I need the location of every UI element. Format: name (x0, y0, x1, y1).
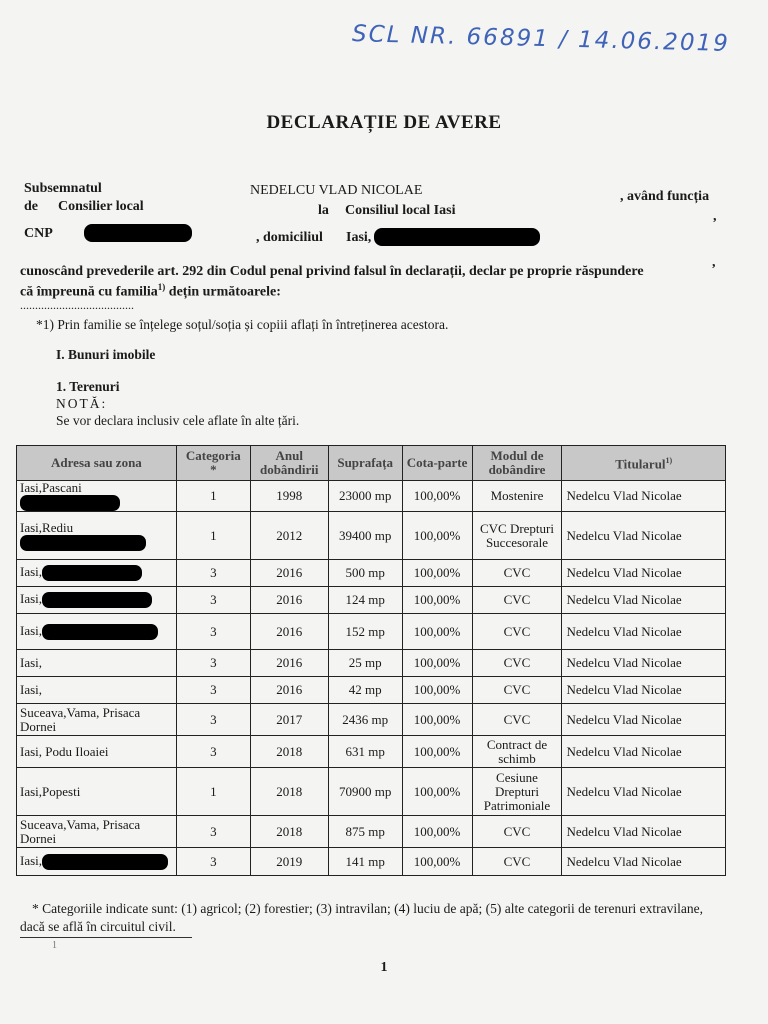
footnote-rule (20, 937, 192, 938)
cell-year: 2012 (250, 512, 328, 560)
cell-category: 3 (176, 587, 250, 614)
cell-share: 100,00% (402, 560, 472, 587)
cell-address: Suceava,Vama, Prisaca Dornei (17, 704, 177, 736)
cell-acquisition-mode: CVC (472, 704, 562, 736)
cell-address: Iasi,Popesti (17, 768, 177, 816)
de-label: de (24, 199, 38, 214)
cell-year: 2018 (250, 816, 328, 848)
cell-address: Suceava,Vama, Prisaca Dornei (17, 816, 177, 848)
cell-area: 25 mp (328, 650, 402, 677)
cell-category: 3 (176, 677, 250, 704)
cell-area: 500 mp (328, 560, 402, 587)
table-row (17, 704, 726, 736)
cell-year: 2016 (250, 677, 328, 704)
cell-area: 152 mp (328, 614, 402, 650)
cell-owner: Nedelcu Vlad Nicolae (562, 736, 726, 768)
cell-area: 39400 mp (328, 512, 402, 560)
nota-label: NOTĂ: (56, 396, 108, 411)
table-row (17, 816, 726, 848)
family-footnote: *1) Prin familie se înțelege soțul/soția și copiii aflați în întreținerea acestora. (36, 317, 449, 332)
cell-owner: Nedelcu Vlad Nicolae (562, 848, 726, 876)
declarant-name: NEDELCU VLAD NICOLAE (250, 183, 423, 198)
header-anul: Anul dobândirii (250, 446, 328, 481)
small-mark: 1 (52, 940, 57, 951)
cell-area: 124 mp (328, 587, 402, 614)
cell-acquisition-mode: CVC (472, 677, 562, 704)
address-redaction (42, 624, 158, 640)
function-value: Consilier local (58, 199, 144, 214)
comma-mark: , (713, 209, 717, 224)
cell-category: 1 (176, 768, 250, 816)
address-redaction (20, 535, 146, 551)
cell-area: 141 mp (328, 848, 402, 876)
cell-acquisition-mode: CVC (472, 650, 562, 677)
subsection-title: 1. Terenuri (56, 379, 120, 394)
cell-acquisition-mode: CVC (472, 560, 562, 587)
cell-owner: Nedelcu Vlad Nicolae (562, 704, 726, 736)
la-label: la (318, 203, 329, 218)
cell-owner: Nedelcu Vlad Nicolae (562, 650, 726, 677)
cell-category: 3 (176, 560, 250, 587)
cell-category: 3 (176, 816, 250, 848)
cell-owner: Nedelcu Vlad Nicolae (562, 560, 726, 587)
declaration-line-2: că împreună cu familia$^{1)}$ dețin următoarele: (20, 282, 281, 300)
cell-share: 100,00% (402, 587, 472, 614)
address-redaction (42, 854, 168, 870)
cell-year: 1998 (250, 481, 328, 512)
cell-category: 1 (176, 481, 250, 512)
cell-year: 2018 (250, 768, 328, 816)
cell-share: 100,00% (402, 650, 472, 677)
cell-category: 3 (176, 650, 250, 677)
domiciliul-label: , domiciliul (256, 230, 323, 245)
cell-address: Iasi, Podu Iloaiei (17, 736, 177, 768)
cell-acquisition-mode: Cesiune Drepturi Patrimoniale (472, 768, 562, 816)
cell-owner: Nedelcu Vlad Nicolae (562, 481, 726, 512)
header-titularul: Titularul$^{1)}$ (562, 446, 726, 481)
cell-address: Iasi, (17, 677, 177, 704)
table-row (17, 481, 726, 512)
cell-share: 100,00% (402, 512, 472, 560)
comma-mark: , (712, 255, 716, 270)
dotted-line: ...................................... (20, 298, 134, 312)
land-table (16, 445, 726, 876)
header-adresa: Adresa sau zona (17, 446, 177, 481)
cell-year: 2016 (250, 650, 328, 677)
cell-category: 3 (176, 704, 250, 736)
table-row (17, 736, 726, 768)
cell-year: 2019 (250, 848, 328, 876)
cell-owner: Nedelcu Vlad Nicolae (562, 816, 726, 848)
cell-share: 100,00% (402, 677, 472, 704)
cnp-label: CNP (24, 226, 53, 241)
cnp-redaction (84, 224, 192, 242)
header-modul: Modul de dobândire (472, 446, 562, 481)
avand-functia-label: , având funcția (620, 189, 710, 204)
page-number: 1 (380, 960, 388, 975)
cell-share: 100,00% (402, 768, 472, 816)
cell-area: 70900 mp (328, 768, 402, 816)
cell-owner: Nedelcu Vlad Nicolae (562, 614, 726, 650)
header-suprafata: Suprafața (328, 446, 402, 481)
cell-share: 100,00% (402, 848, 472, 876)
table-row (17, 512, 726, 560)
cell-year: 2016 (250, 614, 328, 650)
cell-acquisition-mode: Contract de schimb (472, 736, 562, 768)
cell-address: Iasi, (17, 587, 177, 614)
table-row (17, 650, 726, 677)
table-row (17, 587, 726, 614)
table-row (17, 848, 726, 876)
cell-owner: Nedelcu Vlad Nicolae (562, 587, 726, 614)
cell-address: Iasi, (17, 614, 177, 650)
cell-address: Iasi,Rediu (17, 512, 177, 560)
cell-area: 875 mp (328, 816, 402, 848)
cell-share: 100,00% (402, 614, 472, 650)
cell-acquisition-mode: Mostenire (472, 481, 562, 512)
cell-address: Iasi, (17, 848, 177, 876)
cell-share: 100,00% (402, 736, 472, 768)
address-redaction (20, 495, 120, 511)
cell-category: 3 (176, 848, 250, 876)
table-row (17, 768, 726, 816)
address-redaction (374, 228, 540, 246)
document-title: DECLARAȚIE DE AVERE (266, 112, 502, 133)
table-row (17, 560, 726, 587)
cell-acquisition-mode: CVC (472, 614, 562, 650)
cell-owner: Nedelcu Vlad Nicolae (562, 768, 726, 816)
cell-share: 100,00% (402, 704, 472, 736)
cell-area: 2436 mp (328, 704, 402, 736)
section-title: I. Bunuri imobile (56, 347, 156, 362)
cell-category: 3 (176, 736, 250, 768)
registration-stamp: SCL NR. 66891 / 14.06.2019 (351, 21, 731, 57)
domicile-city: Iasi, (346, 230, 372, 245)
declaration-line-1: cunoscând prevederile art. 292 din Codul penal privind falsul în declarații, declar pe proprie răspundere (20, 264, 644, 279)
cell-owner: Nedelcu Vlad Nicolae (562, 677, 726, 704)
categories-footnote: * Categoriile indicate sunt: (1) agricol; (2) forestier; (3) intravilan; (4) luciu de apă; (5) alte categorii de terenuri extravilane, dacă se află în circuitul civil. (20, 901, 703, 934)
cell-year: 2018 (250, 736, 328, 768)
nota-text: Se vor declara inclusiv cele aflate în alte țări. (56, 413, 300, 428)
cell-year: 2016 (250, 587, 328, 614)
subsemnatul-label: Subsemnatul (24, 181, 102, 196)
header-categoria: Categoria * (176, 446, 250, 481)
cell-share: 100,00% (402, 481, 472, 512)
cell-owner: Nedelcu Vlad Nicolae (562, 512, 726, 560)
cell-acquisition-mode: CVC (472, 587, 562, 614)
cell-address: Iasi,Pascani (17, 481, 177, 512)
cell-area: 42 mp (328, 677, 402, 704)
cell-area: 23000 mp (328, 481, 402, 512)
cell-area: 631 mp (328, 736, 402, 768)
cell-address: Iasi, (17, 560, 177, 587)
table-header-row (17, 446, 726, 481)
table-row (17, 614, 726, 650)
cell-category: 3 (176, 614, 250, 650)
header-cota: Cota-parte (402, 446, 472, 481)
institution-value: Consiliul local Iasi (345, 203, 456, 218)
cell-address: Iasi, (17, 650, 177, 677)
table-row (17, 677, 726, 704)
address-redaction (42, 592, 152, 608)
cell-year: 2016 (250, 560, 328, 587)
cell-share: 100,00% (402, 816, 472, 848)
cell-category: 1 (176, 512, 250, 560)
cell-acquisition-mode: CVC Drepturi Succesorale (472, 512, 562, 560)
cell-year: 2017 (250, 704, 328, 736)
cell-acquisition-mode: CVC (472, 848, 562, 876)
cell-acquisition-mode: CVC (472, 816, 562, 848)
address-redaction (42, 565, 142, 581)
